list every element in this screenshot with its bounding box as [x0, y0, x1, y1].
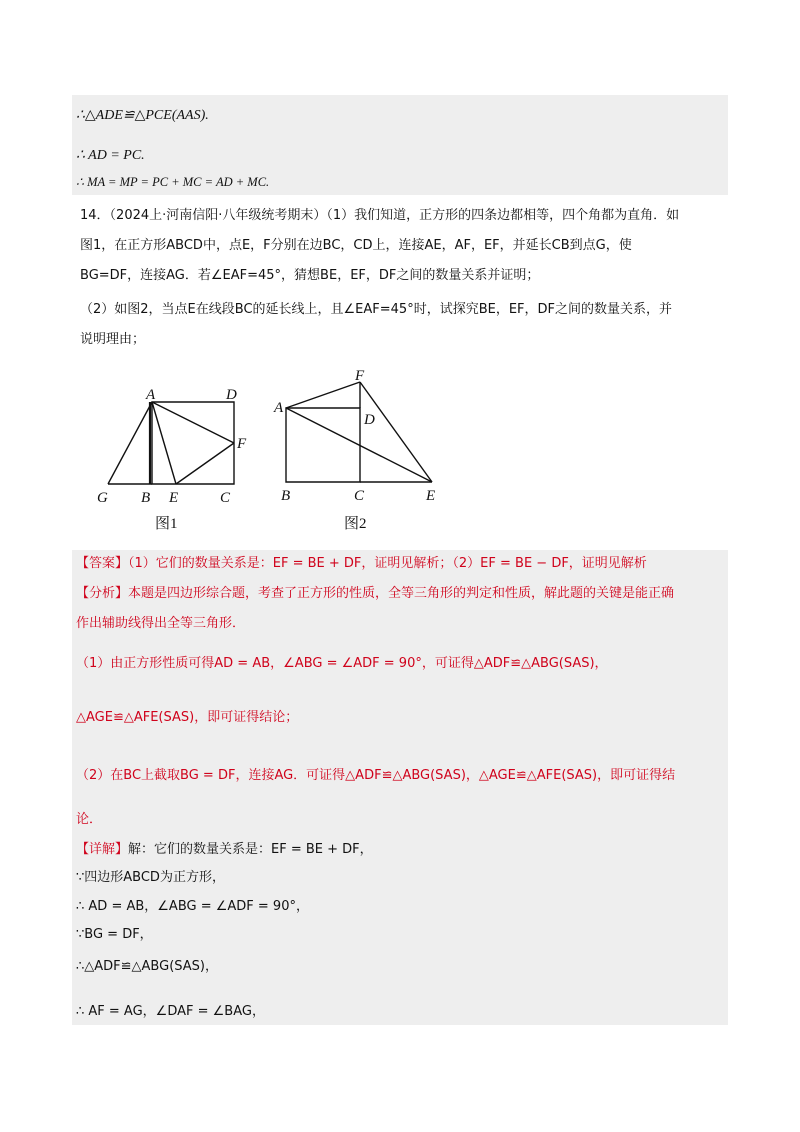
answer-text: （1）它们的数量关系是：EF = BE + DF，证明见解析；（2）EF = BE − DF，证明见解析: [128, 556, 647, 571]
detail-line-2: ∵四边形ABCD为正方形，: [76, 870, 225, 885]
problem-line-5: 说明理由；: [80, 332, 146, 347]
fig1-label-b: B: [141, 490, 151, 506]
top-line-2: ∴ AD = PC.: [76, 148, 145, 163]
figure-1: [90, 378, 260, 538]
fig2-label-e: E: [426, 488, 436, 504]
top-line-1: ∴△ADE≌△PCE(AAS).: [76, 108, 209, 123]
fig1-label-d: D: [226, 387, 237, 403]
top-line-3: ∴ MA = MP = PC + MC = AD + MC.: [76, 175, 270, 189]
fig2-label-d: D: [364, 412, 375, 428]
detail-line-3: ∴ AD = AB，∠ABG = ∠ADF = 90°，: [76, 899, 309, 914]
problem-line-4: （2）如图2，当点E在线段BC的延长线上，且∠EAF=45°时，试探究BE，EF，DF之间的数量关系，并: [80, 302, 673, 317]
fig2-caption: 图2: [344, 516, 367, 532]
detail-text-1: 解：它们的数量关系是：EF = BE + DF，: [128, 842, 373, 857]
segment-ae: [152, 402, 176, 484]
fig2-label-a: A: [274, 400, 284, 416]
fig1-label-a: A: [146, 387, 156, 403]
problem-line-3: BG=DF，连接AG．若∠EAF=45°，猜想BE，EF，DF之间的数量关系并证明；: [80, 268, 540, 283]
fig1-label-c: C: [220, 490, 231, 506]
fig2-label-b: B: [281, 488, 291, 504]
analysis-line-4: △AGE≌△AFE(SAS)，即可证得结论；: [76, 710, 299, 725]
square-abcd-2: [286, 408, 360, 482]
segment-af: [152, 402, 234, 443]
fig1-caption: 图1: [155, 516, 178, 532]
fig1-label-e: E: [169, 490, 179, 506]
segment-fe-2: [360, 382, 432, 482]
fig2-label-f: F: [355, 368, 365, 384]
analysis-line-3: （1）由正方形性质可得AD = AB，∠ABG = ∠ADF = 90°，可证得△ADF≌△ABG(SAS)，: [76, 656, 608, 671]
analysis-line-5: （2）在BC上截取BG = DF，连接AG．可证得△ADF≌△ABG(SAS)，△AGE≌△AFE(SAS)，即可证得结: [76, 768, 676, 783]
segment-ag: [108, 402, 152, 484]
answer-line: [76, 554, 647, 574]
segment-ef: [176, 443, 234, 484]
answer-tag: 【答案】: [76, 556, 129, 571]
analysis-text-1: 本题是四边形综合题，考查了正方形的性质，全等三角形的判定和性质，解此题的关键是能正确: [128, 586, 675, 601]
fig1-label-f: F: [237, 436, 247, 452]
analysis-line-2: 作出辅助线得出全等三角形．: [76, 616, 246, 631]
segment-ae-2: [286, 408, 432, 482]
detail-line-4: ∵BG = DF，: [76, 927, 153, 942]
problem-line-1: 14．（2024上·河南信阳·八年级统考期末）（1）我们知道，正方形的四条边都相等，四个角都为直角．如: [80, 208, 680, 223]
fig1-label-g: G: [97, 490, 108, 506]
analysis-tag: 【分析】: [76, 586, 129, 601]
problem-line-2: 图1，在正方形ABCD中，点E，F分别在边BC，CD上，连接AE，AF，EF，并延长CB到点G，使: [80, 238, 632, 253]
figure-2: [270, 362, 450, 538]
fig2-label-c: C: [354, 488, 365, 504]
detail-line-5: ∴△ADF≌△ABG(SAS)，: [76, 959, 218, 974]
detail-line-1: [76, 840, 373, 860]
detail-tag: 【详解】: [76, 842, 129, 857]
analysis-line-6: 论．: [76, 812, 103, 827]
segment-af-2: [286, 382, 360, 408]
analysis-line-1: [76, 584, 674, 604]
detail-line-6: ∴ AF = AG，∠DAF = ∠BAG，: [76, 1004, 265, 1019]
